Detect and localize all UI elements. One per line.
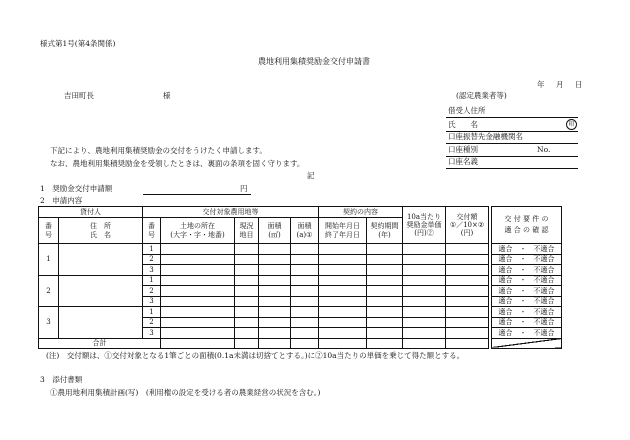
th-requirements: 交 付 要 件 の 適 合 の 確 認 bbox=[492, 207, 562, 244]
data-cell[interactable] bbox=[259, 286, 291, 297]
account-holder-label: 口座名義 bbox=[448, 157, 478, 166]
data-cell[interactable] bbox=[367, 286, 403, 297]
data-cell[interactable] bbox=[235, 265, 259, 276]
table-row bbox=[39, 275, 562, 286]
data-cell[interactable] bbox=[446, 328, 489, 339]
data-cell[interactable] bbox=[446, 296, 489, 307]
sub-number: 2 bbox=[143, 254, 161, 265]
address-underline bbox=[446, 117, 578, 118]
data-cell[interactable] bbox=[235, 307, 259, 318]
th-number: 番 号 bbox=[39, 218, 59, 244]
intro-line-1: 下記により、農地利用集積奨励金の交付をうけたく申請します。 bbox=[50, 146, 267, 155]
data-cell[interactable] bbox=[446, 244, 489, 255]
data-cell[interactable] bbox=[367, 296, 403, 307]
data-cell[interactable] bbox=[367, 307, 403, 318]
data-cell[interactable] bbox=[161, 328, 235, 339]
sub-number: 3 bbox=[143, 265, 161, 276]
conformity-cell[interactable]: 適合 ・ 不適合 bbox=[492, 317, 562, 328]
account-holder-underline bbox=[446, 168, 578, 169]
total-area-m2[interactable] bbox=[259, 338, 291, 349]
data-cell[interactable] bbox=[403, 286, 446, 297]
data-cell[interactable] bbox=[291, 286, 319, 297]
data-cell[interactable] bbox=[403, 296, 446, 307]
data-cell[interactable] bbox=[291, 244, 319, 255]
document-title: 農地利用集積奨励金交付申請書 bbox=[258, 57, 370, 66]
total-label: 合計 bbox=[39, 338, 161, 349]
th-land: 交付対象農用地等 bbox=[143, 207, 319, 218]
th-location: 土地の所在 (大字・字・地番) bbox=[161, 218, 235, 244]
data-cell[interactable] bbox=[319, 317, 367, 328]
section3-label: 3 添付書類 bbox=[40, 375, 83, 384]
lender-address-name-cell[interactable] bbox=[59, 275, 143, 307]
data-cell[interactable] bbox=[446, 265, 489, 276]
conformity-cell[interactable]: 適合 ・ 不適合 bbox=[492, 328, 562, 339]
address-label: 借受人住所 bbox=[448, 106, 486, 115]
data-cell[interactable] bbox=[403, 265, 446, 276]
conformity-cell[interactable]: 適合 ・ 不適合 bbox=[492, 254, 562, 265]
conformity-cell[interactable]: 適合 ・ 不適合 bbox=[492, 244, 562, 255]
data-cell[interactable] bbox=[291, 328, 319, 339]
total-status bbox=[235, 338, 259, 349]
application-table bbox=[38, 206, 562, 349]
conformity-cell[interactable]: 適合 ・ 不適合 bbox=[492, 307, 562, 318]
data-cell[interactable] bbox=[367, 265, 403, 276]
conformity-cell[interactable]: 適合 ・ 不適合 bbox=[492, 265, 562, 276]
total-location bbox=[161, 338, 235, 349]
data-cell[interactable] bbox=[259, 296, 291, 307]
sub-number: 2 bbox=[143, 317, 161, 328]
date-year: 年 bbox=[537, 80, 545, 89]
sub-number: 1 bbox=[143, 244, 161, 255]
th-lender: 貸付人 bbox=[39, 207, 143, 218]
data-cell[interactable] bbox=[403, 328, 446, 339]
data-cell[interactable] bbox=[319, 244, 367, 255]
date-day: 日 bbox=[575, 80, 583, 89]
data-cell[interactable] bbox=[161, 296, 235, 307]
data-cell[interactable] bbox=[259, 244, 291, 255]
section3-item: ①農用地利用集積計画(写) (利用権の設定を受ける者の農業経営の状況を含む。) bbox=[50, 388, 321, 397]
data-cell[interactable] bbox=[403, 317, 446, 328]
group-number: 1 bbox=[39, 244, 59, 276]
data-cell[interactable] bbox=[259, 307, 291, 318]
data-cell[interactable] bbox=[319, 286, 367, 297]
data-cell[interactable] bbox=[161, 307, 235, 318]
data-cell[interactable] bbox=[235, 328, 259, 339]
data-cell[interactable] bbox=[259, 328, 291, 339]
data-cell[interactable] bbox=[319, 328, 367, 339]
data-cell[interactable] bbox=[403, 275, 446, 286]
data-cell[interactable] bbox=[291, 296, 319, 307]
total-area-a[interactable] bbox=[291, 338, 319, 349]
data-cell[interactable] bbox=[367, 328, 403, 339]
data-cell[interactable] bbox=[235, 317, 259, 328]
account-number-label: No. bbox=[537, 145, 551, 154]
data-cell[interactable] bbox=[291, 265, 319, 276]
total-unit-price bbox=[403, 338, 446, 349]
data-cell[interactable] bbox=[161, 244, 235, 255]
data-cell[interactable] bbox=[161, 275, 235, 286]
data-cell[interactable] bbox=[319, 296, 367, 307]
data-cell[interactable] bbox=[259, 254, 291, 265]
data-cell[interactable] bbox=[446, 254, 489, 265]
th-amount: 交付額 ①／10×② (円) bbox=[446, 207, 489, 244]
section2-label: 2 申請内容 bbox=[40, 196, 83, 205]
data-cell[interactable] bbox=[319, 254, 367, 265]
th-period: 契約期間 (年) bbox=[367, 218, 403, 244]
data-cell[interactable] bbox=[446, 275, 489, 286]
sub-number: 2 bbox=[143, 286, 161, 297]
form-number: 様式第1号(第4条関係) bbox=[40, 39, 116, 48]
data-cell[interactable] bbox=[259, 265, 291, 276]
data-cell[interactable] bbox=[446, 307, 489, 318]
data-cell[interactable] bbox=[446, 286, 489, 297]
lender-address-name-cell[interactable] bbox=[59, 244, 143, 276]
data-cell[interactable] bbox=[161, 254, 235, 265]
applicant-heading: (認定農業者等) bbox=[456, 91, 507, 100]
total-row bbox=[39, 338, 562, 349]
note-text: (注) 交付額は、①交付対象となる1筆ごとの面積(0.1a未満は切捨てとする。)に②10a当たりの単価を乗じて得た額とする。 bbox=[46, 351, 465, 360]
section1-underline bbox=[143, 194, 251, 195]
data-cell[interactable] bbox=[367, 254, 403, 265]
account-type-label: 口座種別 bbox=[448, 145, 478, 154]
sub-number: 3 bbox=[143, 328, 161, 339]
sub-number: 3 bbox=[143, 296, 161, 307]
data-cell[interactable] bbox=[403, 244, 446, 255]
data-cell[interactable] bbox=[367, 244, 403, 255]
total-amount[interactable] bbox=[446, 338, 489, 349]
total-period bbox=[367, 338, 403, 349]
table-row bbox=[39, 244, 562, 255]
intro-line-2: なお、農地利用集積奨励金を受領したときは、裏面の条項を固く守ります。 bbox=[50, 159, 305, 168]
data-cell[interactable] bbox=[403, 254, 446, 265]
bank-label: 口座振替先金融機関名 bbox=[448, 132, 523, 141]
data-cell[interactable] bbox=[235, 286, 259, 297]
addressee-name: 吉田町長 bbox=[64, 91, 94, 100]
sub-number: 1 bbox=[143, 307, 161, 318]
th-area-a: 面積 (a)① bbox=[291, 218, 319, 244]
lender-address-name-cell[interactable] bbox=[59, 307, 143, 339]
th-contract: 契約の内容 bbox=[319, 207, 403, 218]
data-cell[interactable] bbox=[235, 275, 259, 286]
th-address-name: 住 所 氏 名 bbox=[59, 218, 143, 244]
name-label: 氏 名 bbox=[448, 120, 478, 129]
data-cell[interactable] bbox=[319, 307, 367, 318]
total-conformity-slash bbox=[492, 338, 562, 349]
data-cell[interactable] bbox=[319, 275, 367, 286]
data-cell[interactable] bbox=[259, 275, 291, 286]
group-number: 2 bbox=[39, 275, 59, 307]
th-sub-number: 番 号 bbox=[143, 218, 161, 244]
data-cell[interactable] bbox=[291, 275, 319, 286]
data-cell[interactable] bbox=[235, 296, 259, 307]
addressee-honorific: 様 bbox=[163, 91, 171, 100]
data-cell[interactable] bbox=[235, 244, 259, 255]
data-cell[interactable] bbox=[403, 307, 446, 318]
data-cell[interactable] bbox=[291, 307, 319, 318]
conformity-cell[interactable]: 適合 ・ 不適合 bbox=[492, 286, 562, 297]
data-cell[interactable] bbox=[259, 317, 291, 328]
th-period-dates: 開始年月日 終了年月日 bbox=[319, 218, 367, 244]
group-number: 3 bbox=[39, 307, 59, 339]
th-unit-price: 10a当たり 奨励金単価 (円)② bbox=[403, 207, 446, 244]
sub-number: 1 bbox=[143, 275, 161, 286]
data-cell[interactable] bbox=[367, 275, 403, 286]
data-cell[interactable] bbox=[319, 265, 367, 276]
table-row bbox=[39, 307, 562, 318]
th-area-m2: 面積 (㎡) bbox=[259, 218, 291, 244]
conformity-cell[interactable]: 適合 ・ 不適合 bbox=[492, 275, 562, 286]
section1-label: 1 奨励金交付申請額 bbox=[40, 184, 113, 193]
ki-mark: 記 bbox=[307, 171, 315, 180]
th-status: 現況 地目 bbox=[235, 218, 259, 244]
data-cell[interactable] bbox=[367, 317, 403, 328]
total-period-dates bbox=[319, 338, 367, 349]
bank-underline bbox=[446, 143, 578, 144]
section1-unit: 円 bbox=[240, 184, 248, 193]
data-cell[interactable] bbox=[161, 286, 235, 297]
data-cell[interactable] bbox=[291, 317, 319, 328]
data-cell[interactable] bbox=[235, 254, 259, 265]
conformity-cell[interactable]: 適合 ・ 不適合 bbox=[492, 296, 562, 307]
seal-mark: 印 bbox=[566, 119, 577, 130]
data-cell[interactable] bbox=[161, 317, 235, 328]
data-cell[interactable] bbox=[291, 254, 319, 265]
date-month: 月 bbox=[556, 80, 564, 89]
data-cell[interactable] bbox=[161, 265, 235, 276]
data-cell[interactable] bbox=[446, 317, 489, 328]
